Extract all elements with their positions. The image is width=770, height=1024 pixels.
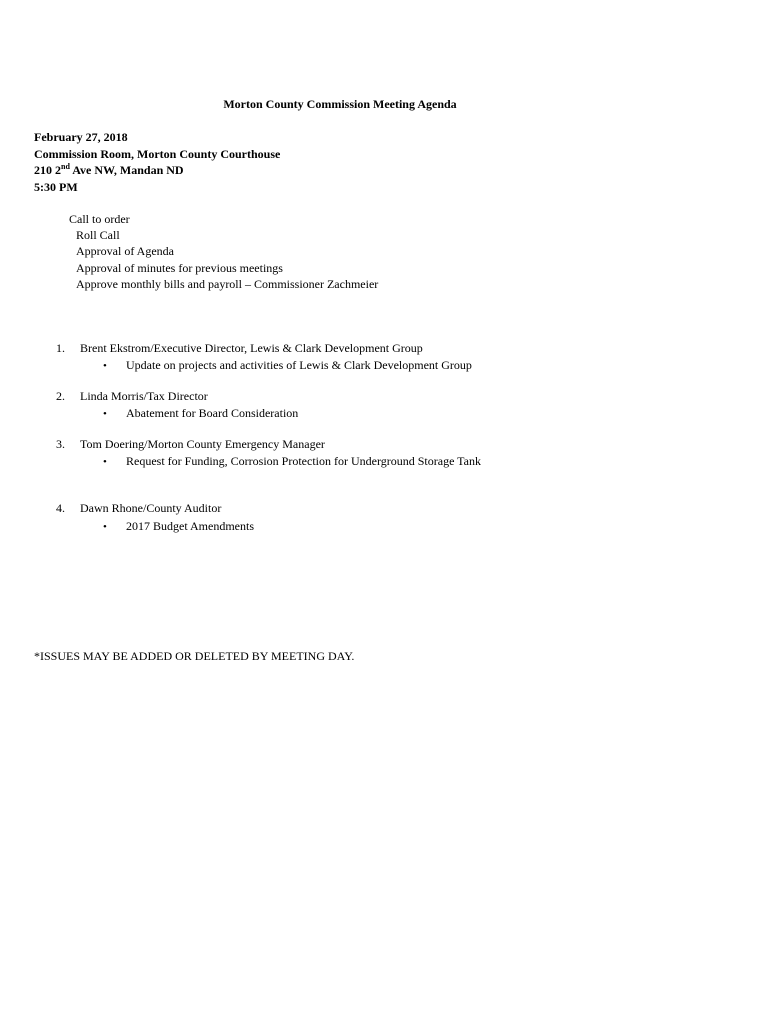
meeting-date: February 27, 2018: [34, 130, 128, 144]
item-number: 4.: [56, 501, 65, 515]
meeting-time: 5:30 PM: [34, 179, 78, 194]
item-presenter: Linda Morris/Tax Director: [80, 389, 208, 403]
agenda-item-4-bullet: [103, 519, 254, 534]
preliminary-items: [69, 211, 378, 292]
agenda-item-1-bullet: [103, 358, 472, 373]
item-number: 1.: [56, 341, 65, 355]
prelim-item: Approve monthly bills and payroll – Commissioner Zachmeier: [76, 276, 379, 291]
agenda-item-3-bullet: [103, 454, 481, 469]
footer-note: *ISSUES MAY BE ADDED OR DELETED BY MEETING DAY.: [34, 649, 355, 663]
prelim-item: Roll Call: [76, 228, 120, 243]
call-to-order: Call to order: [69, 212, 130, 226]
bullet-text: Update on projects and activities of Lewis & Clark Development Group: [126, 358, 472, 372]
page-title: Morton County Commission Meeting Agenda: [223, 97, 457, 111]
agenda-item-1: [56, 341, 423, 356]
address-street: Ave NW, Mandan ND: [69, 163, 184, 177]
agenda-item-2: [56, 389, 208, 404]
agenda-item-3: [56, 437, 325, 452]
item-presenter: Tom Doering/Morton County Emergency Manager: [80, 437, 325, 451]
item-presenter: Dawn Rhone/County Auditor: [80, 501, 222, 515]
agenda-item-2-bullet: [103, 406, 298, 421]
address-number: 210 2: [34, 163, 61, 177]
address-suffix: nd: [61, 162, 70, 171]
bullet-icon: •: [103, 521, 107, 533]
item-number: 3.: [56, 437, 65, 451]
prelim-item: Approval of minutes for previous meetings: [76, 260, 283, 275]
meeting-location: Commission Room, Morton County Courthouse: [34, 146, 281, 161]
meeting-address: [34, 162, 280, 179]
bullet-icon: •: [103, 360, 107, 372]
bullet-icon: •: [103, 408, 107, 420]
item-number: 2.: [56, 389, 65, 403]
bullet-text: Request for Funding, Corrosion Protection for Underground Storage Tank: [126, 454, 482, 468]
agenda-item-4: [56, 501, 221, 516]
item-presenter: Brent Ekstrom/Executive Director, Lewis & Clark Development Group: [80, 341, 423, 355]
bullet-icon: •: [103, 456, 107, 468]
bullet-text: Abatement for Board Consideration: [126, 406, 299, 420]
bullet-text: 2017 Budget Amendments: [126, 519, 254, 533]
prelim-item: Approval of Agenda: [76, 244, 174, 259]
meeting-info: [34, 129, 280, 195]
